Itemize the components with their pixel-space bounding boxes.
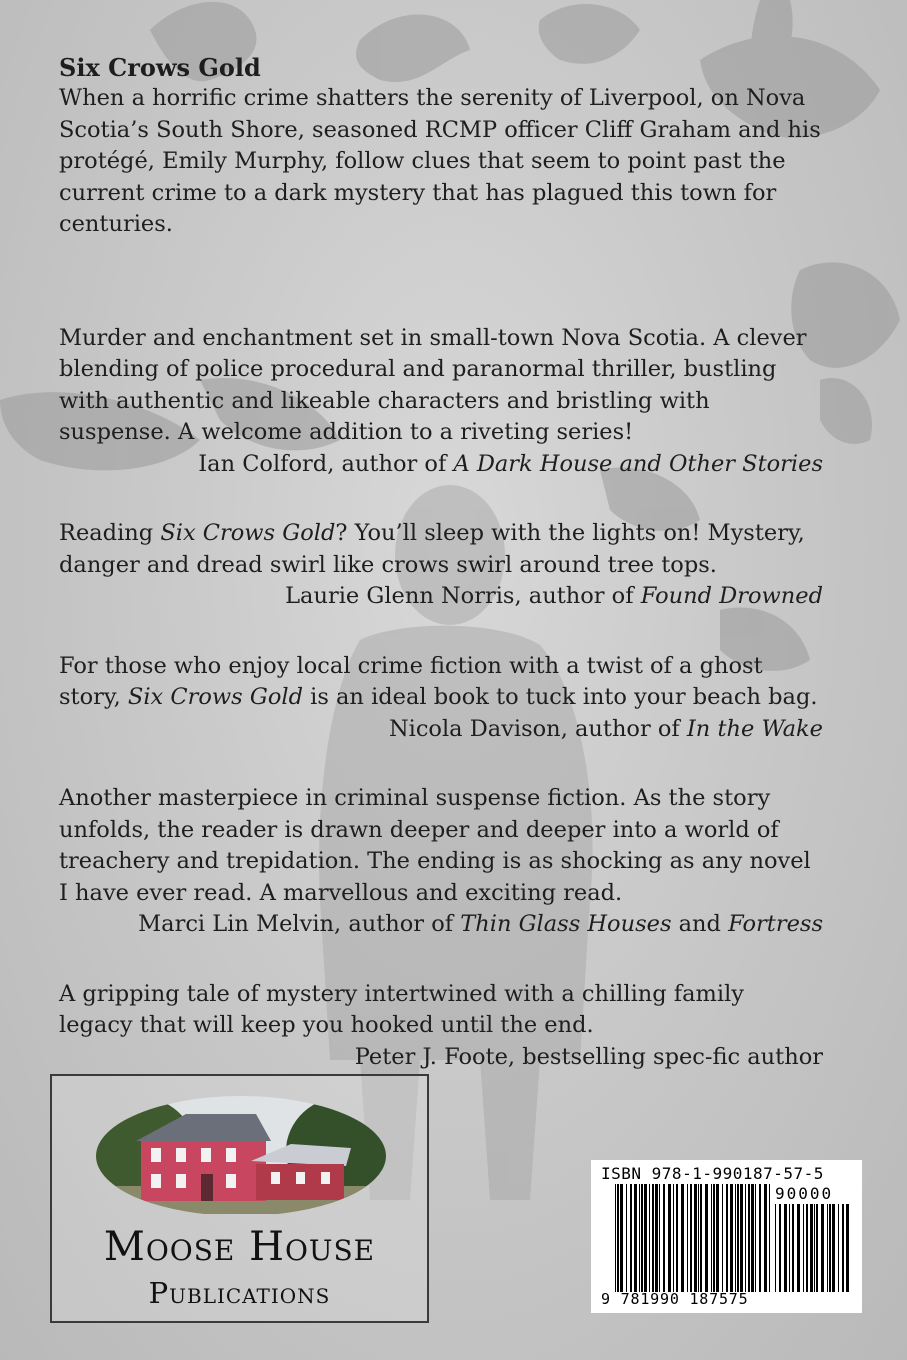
barcode-stripe: [649, 1184, 650, 1292]
reviewer-work: In the Wake: [686, 715, 823, 742]
ean-digits: 9 781990 187575: [601, 1290, 749, 1308]
review-1: [59, 323, 823, 481]
barcode-stripe: [659, 1184, 660, 1292]
review-attribution: [59, 714, 823, 746]
barcode-stripe: [846, 1204, 849, 1292]
barcode-stripe: [806, 1204, 808, 1292]
isbn-barcode: [591, 1160, 862, 1313]
barcode-stripe: [617, 1184, 619, 1292]
review-2: [59, 518, 823, 613]
review-attribution: [59, 581, 823, 613]
review-attribution: [59, 449, 823, 481]
attribution-conjunction: and: [671, 911, 729, 937]
barcode-bars: [615, 1184, 771, 1292]
barcode-stripe: [784, 1204, 787, 1292]
crow-silhouette: [820, 378, 872, 444]
review-text-start: For those who enjoy local crime fiction with a twist of a ghost story,: [59, 652, 763, 710]
barcode-stripe: [639, 1184, 640, 1292]
barcode-stripe: [705, 1184, 708, 1292]
barcode-stripe: [620, 1184, 623, 1292]
review-4: [59, 783, 823, 941]
isbn-number: ISBN 978-1-990187-57-5: [601, 1164, 824, 1183]
barcode-stripe: [821, 1204, 824, 1292]
barcode-stripe: [652, 1184, 654, 1292]
barcode-stripe: [730, 1184, 733, 1292]
book-title-mention: Six Crows Gold: [160, 520, 336, 546]
attribution-role: , author of: [334, 911, 461, 937]
reviewer-work-2: Fortress: [728, 911, 823, 937]
barcode-stripe: [668, 1184, 671, 1292]
barcode-stripe: [814, 1204, 815, 1292]
barcode-stripe: [716, 1184, 719, 1292]
reviewer-work: A Dark House and Other Stories: [453, 450, 823, 477]
barcode-stripe: [816, 1204, 818, 1292]
reviewer-name: Marci Lin Melvin: [138, 911, 335, 937]
barcode-stripe: [630, 1184, 632, 1292]
barcode-stripe: [827, 1204, 828, 1292]
review-attribution: Peter J. Foote, bestselling spec-fic author: [354, 1043, 823, 1070]
reviewer-name: Nicola Davison: [388, 715, 561, 742]
barcode-stripe: [775, 1204, 776, 1292]
barcode-stripe: [789, 1204, 790, 1292]
barcode-stripe: [751, 1184, 754, 1292]
reviewer-name: Laurie Glenn Norris: [285, 583, 515, 609]
review-text-end: is an ideal book to tuck into your beach bag.: [302, 684, 818, 710]
barcode-stripe: [641, 1184, 643, 1292]
publisher-name-line2: Publications: [148, 1276, 331, 1310]
barcode-stripe: [690, 1184, 692, 1292]
publisher-logo: [50, 1074, 429, 1323]
barcode-stripe: [810, 1204, 813, 1292]
attribution-role: , author of: [514, 583, 641, 609]
barcode-stripe: [792, 1204, 794, 1292]
barcode-stripe: [626, 1184, 627, 1292]
synopsis: [59, 52, 823, 241]
barcode-stripe: [735, 1184, 736, 1292]
barcode-stripe: [755, 1184, 756, 1292]
back-cover-text: [59, 52, 823, 1111]
barcode-stripe: [681, 1184, 684, 1292]
barcode-stripe: [764, 1184, 767, 1292]
review-attribution: [59, 909, 823, 941]
barcode-stripe: [687, 1184, 688, 1292]
price-code: 90000: [775, 1184, 834, 1203]
reviewer-work: Thin Glass Houses: [460, 911, 672, 937]
barcode-stripe: [745, 1184, 746, 1292]
review-text: Another masterpiece in criminal suspense fiction. As the story unfolds, the reader is drawn deeper and deeper into a world of treachery and trepidation. The ending is as shocking as any novel I have ever read. A marvellous and exciting read.: [59, 785, 811, 906]
barcode-stripe: [842, 1204, 844, 1292]
barcode-stripe: [644, 1184, 647, 1292]
barcode-stripe: [838, 1204, 839, 1292]
review-text-start: Reading: [59, 520, 161, 546]
review-5: [59, 979, 823, 1074]
barcode-stripe: [694, 1184, 697, 1292]
barcode-stripe: [673, 1184, 674, 1292]
barcode-stripe: [740, 1184, 743, 1292]
barcode-stripe: [634, 1184, 637, 1292]
house-illustration: [96, 1096, 386, 1214]
barcode-stripe: [655, 1184, 658, 1292]
barcode-stripe: [737, 1184, 739, 1292]
reviewer-work: Found Drowned: [640, 583, 823, 609]
barcode-stripe: [769, 1184, 770, 1292]
review-text-end: ? You’ll sleep with the lights on! Mystery, danger and dread swirl like crows swirl around tree tops.: [59, 520, 805, 578]
barcode-stripe: [748, 1184, 750, 1292]
barcode-stripe: [779, 1204, 781, 1292]
book-title-mention: Six Crows Gold: [127, 684, 303, 710]
barcode-stripe: [797, 1204, 800, 1292]
reviewer-name: Ian Colford: [198, 450, 328, 477]
barcode-stripe: [832, 1204, 835, 1292]
publisher-name-line1: Moose House: [103, 1224, 376, 1270]
price-barcode-bars: [775, 1204, 851, 1292]
review-text: [59, 518, 823, 581]
barcode-stripe: [676, 1184, 678, 1292]
review-3: [59, 651, 823, 746]
book-title: Six Crows Gold: [59, 53, 261, 82]
barcode-stripe: [829, 1204, 831, 1292]
review-text: [59, 651, 823, 714]
barcode-stripe: [698, 1184, 699, 1292]
barcode-stripe: [722, 1184, 723, 1292]
barcode-stripe: [713, 1184, 715, 1292]
barcode-stripe: [615, 1184, 616, 1292]
barcode-stripe: [803, 1204, 804, 1292]
attribution-role: , author of: [327, 450, 454, 477]
synopsis-text: When a horrific crime shatters the serenity of Liverpool, on Nova Scotia’s South Shore, seasoned RCMP officer Cliff Graham and his protégé, Emily Murphy, follow clues that seem to point past the current crime to a dark mystery that has plagued this town for centuries.: [59, 85, 821, 237]
review-text: Murder and enchantment set in small-town Nova Scotia. A clever blending of police procedural and paranormal thriller, bustling with authentic and likeable characters and bristling with suspense. A welcome addition to a riveting series!: [59, 324, 807, 445]
barcode-stripe: [726, 1184, 728, 1292]
barcode-stripe: [700, 1184, 702, 1292]
attribution-role: , author of: [560, 715, 687, 742]
review-text: A gripping tale of mystery intertwined with a chilling family legacy that will keep you hooked until the end.: [59, 980, 744, 1038]
barcode-stripe: [711, 1184, 712, 1292]
barcode-stripe: [663, 1184, 665, 1292]
barcode-stripe: [759, 1184, 761, 1292]
